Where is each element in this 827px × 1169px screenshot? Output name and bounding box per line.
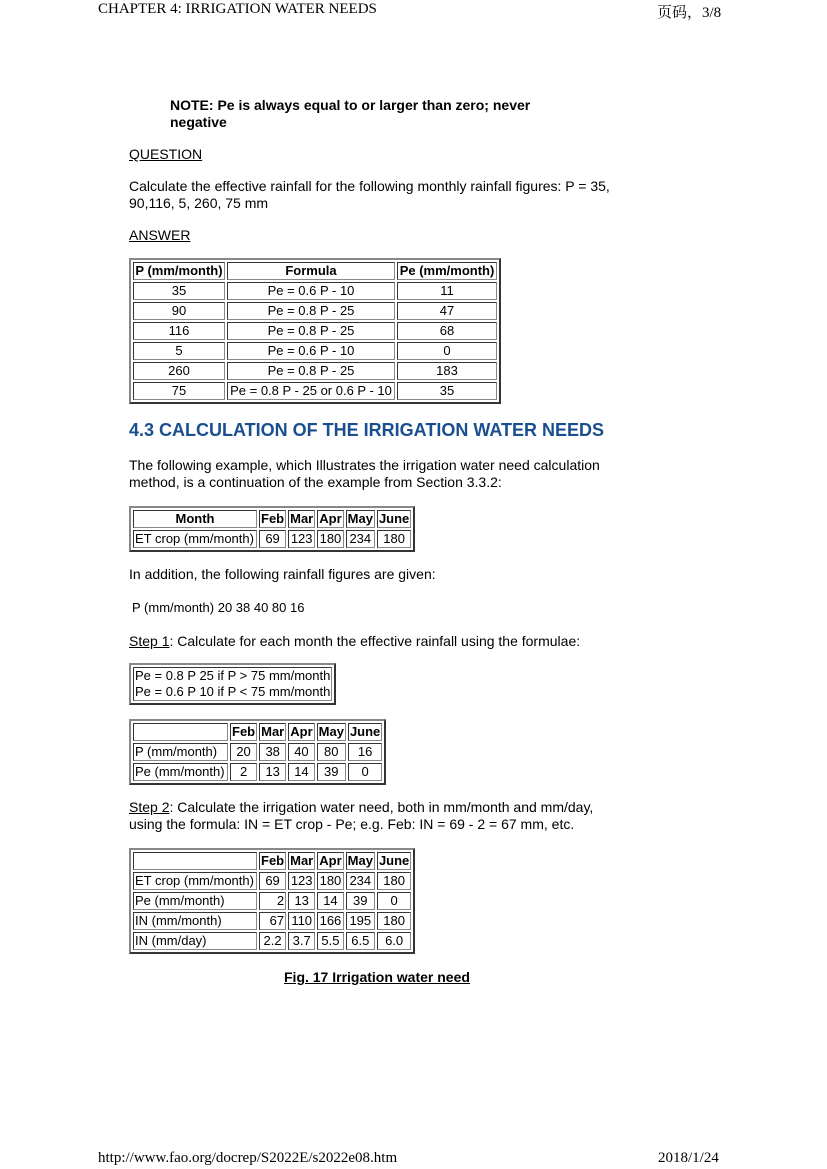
table-cell: 180	[317, 530, 343, 548]
table-header-cell: May	[318, 724, 344, 739]
table-cell: 68	[397, 322, 497, 340]
table-header-cell: June	[349, 724, 381, 739]
step-2-table	[129, 848, 415, 954]
table-cell: 11	[397, 282, 497, 300]
table-cell: 183	[397, 362, 497, 380]
table-cell: 75	[133, 382, 225, 400]
table-cell: 67	[259, 912, 286, 930]
table-cell: 47	[397, 302, 497, 320]
table-cell: 80	[317, 743, 346, 761]
table-row	[133, 322, 497, 340]
page-number: 页码，3/8	[657, 5, 722, 21]
table-row	[133, 382, 497, 400]
table-header-cell: May	[347, 853, 373, 868]
table-row	[133, 302, 497, 320]
figure-caption: Fig. 17 Irrigation water need	[284, 969, 470, 985]
table-cell: Pe = 0.8 P - 25	[227, 322, 395, 340]
formula-cell	[133, 667, 332, 701]
table-cell: 260	[133, 362, 225, 380]
step-1-text	[129, 633, 580, 650]
table-cell: ET crop (mm/month)	[133, 530, 257, 548]
table-cell: 180	[377, 872, 411, 890]
table-row	[133, 763, 382, 781]
table-cell: Pe (mm/month)	[133, 763, 228, 781]
table-cell: 16	[348, 743, 382, 761]
table-cell: Pe = 0.8 P - 25	[227, 302, 395, 320]
table-cell: 0	[397, 342, 497, 360]
table-header-cell: P (mm/month)	[133, 262, 225, 280]
question-label: QUESTION	[129, 146, 203, 162]
table-cell: ET crop (mm/month)	[133, 872, 257, 890]
table-cell: 5	[133, 342, 225, 360]
footer-url: http://www.fao.org/docrep/S2022E/s2022e08.htm	[98, 1150, 398, 1166]
table-cell: 116	[133, 322, 225, 340]
table-cell: 2	[230, 763, 257, 781]
table-cell: 0	[377, 892, 411, 910]
table-cell: 69	[259, 872, 286, 890]
table-cell: 13	[288, 892, 315, 910]
table-header-cell: May	[347, 511, 373, 526]
table-cell: 180	[377, 530, 411, 548]
table-cell: Pe (mm/month)	[133, 892, 257, 910]
table-header-cell: Mar	[290, 511, 314, 526]
table-cell: 5.5	[317, 932, 343, 950]
step-2-label: Step 2	[129, 799, 170, 815]
table-cell: 3.7	[288, 932, 315, 950]
table-row	[133, 362, 497, 380]
table-header-cell: Feb	[261, 511, 285, 526]
rainfall-figures: P (mm/month) 20 38 40 80 16	[132, 600, 305, 615]
formula-line: Pe = 0.6 P 10 if P < 75 mm/month	[135, 684, 331, 699]
table-cell: 13	[259, 763, 286, 781]
note-text: NOTE: Pe is always equal to or larger than zero; never negative	[170, 97, 531, 130]
step-2-description: : Calculate the irrigation water need, both in mm/month and mm/day, using the formula: IN = ET crop - Pe; e.g. Feb: IN = 69 - 2 = 67 mm, etc.	[129, 799, 594, 832]
table-cell: IN (mm/day)	[133, 932, 257, 950]
table-cell: 110	[288, 912, 315, 930]
table-cell: 6.0	[377, 932, 411, 950]
formula-line: Pe = 0.8 P 25 if P > 75 mm/month	[135, 668, 331, 683]
table-cell: 40	[288, 743, 314, 761]
table-cell: 35	[397, 382, 497, 400]
table-cell: 2.2	[259, 932, 286, 950]
table-cell: 2	[259, 892, 286, 910]
table-row	[133, 892, 411, 910]
table-header-cell: June	[378, 511, 410, 526]
table-header-row	[133, 262, 497, 280]
intro-text: The following example, which Illustrates the irrigation water need calculation method, is a continuation of the example from Section 3.3.2:	[129, 457, 600, 490]
table-header-cell: Month	[133, 510, 257, 528]
table-cell: 69	[259, 530, 286, 548]
table-cell: 39	[317, 763, 346, 781]
table-header-cell	[133, 852, 257, 870]
step-1-table	[129, 719, 386, 785]
table-cell: 14	[288, 763, 314, 781]
table-row	[133, 667, 332, 701]
table-cell: IN (mm/month)	[133, 912, 257, 930]
step-1-label: Step 1	[129, 633, 170, 649]
running-header-title: CHAPTER 4: IRRIGATION WATER NEEDS	[98, 1, 377, 17]
table-header-cell: Mar	[290, 853, 314, 868]
table-header-cell: Mar	[261, 724, 285, 739]
formula-box	[129, 663, 336, 705]
table-cell: P (mm/month)	[133, 743, 228, 761]
et-crop-table	[129, 506, 415, 552]
table-header-cell: June	[378, 853, 410, 868]
question-text: Calculate the effective rainfall for the following monthly rainfall figures: P = 35, 90,116, 5, 260, 75 mm	[129, 178, 610, 211]
table-cell: 234	[346, 530, 375, 548]
answer-label: ANSWER	[129, 227, 191, 243]
table-cell: 0	[348, 763, 382, 781]
table-cell: Pe = 0.8 P - 25 or 0.6 P - 10	[227, 382, 395, 400]
rainfall-intro-text: In addition, the following rainfall figures are given:	[129, 566, 436, 582]
table-cell: 35	[133, 282, 225, 300]
table-cell: Pe = 0.8 P - 25	[227, 362, 395, 380]
table-row	[133, 282, 497, 300]
table-row	[133, 932, 411, 950]
table-row	[133, 342, 497, 360]
table-cell: 123	[288, 530, 315, 548]
step-1-description: : Calculate for each month the effective rainfall using the formulae:	[169, 633, 581, 649]
step-2-text	[129, 799, 629, 833]
table-header-cell: Pe (mm/month)	[397, 262, 497, 280]
table-header-row	[133, 852, 411, 870]
table-cell: 14	[317, 892, 343, 910]
footer-date: 2018/1/24	[658, 1150, 719, 1166]
table-cell: 6.5	[346, 932, 375, 950]
table-header-row	[133, 510, 411, 528]
table-header-cell	[133, 723, 228, 741]
table-header-cell: Feb	[261, 853, 285, 868]
table-cell: 39	[346, 892, 375, 910]
table-header-row	[133, 723, 382, 741]
table-header-cell: Feb	[232, 724, 256, 739]
table-header-cell: Formula	[227, 262, 395, 280]
table-cell: 180	[377, 912, 411, 930]
table-cell: 90	[133, 302, 225, 320]
table-cell: 166	[317, 912, 343, 930]
table-row	[133, 872, 411, 890]
table-cell: 180	[317, 872, 343, 890]
table-header-cell: Apr	[290, 724, 313, 739]
section-heading: 4.3 CALCULATION OF THE IRRIGATION WATER NEEDS	[129, 420, 605, 440]
table-row	[133, 743, 382, 761]
table-cell: 20	[230, 743, 257, 761]
table-header-cell: Apr	[319, 853, 342, 868]
table-cell: 234	[346, 872, 375, 890]
table-header-cell: Apr	[319, 511, 342, 526]
table-cell: 195	[346, 912, 375, 930]
answer-table	[129, 258, 501, 404]
table-cell: Pe = 0.6 P - 10	[227, 342, 395, 360]
table-cell: 123	[288, 872, 315, 890]
table-row	[133, 530, 411, 548]
table-row	[133, 912, 411, 930]
table-cell: 38	[259, 743, 286, 761]
table-cell: Pe = 0.6 P - 10	[227, 282, 395, 300]
